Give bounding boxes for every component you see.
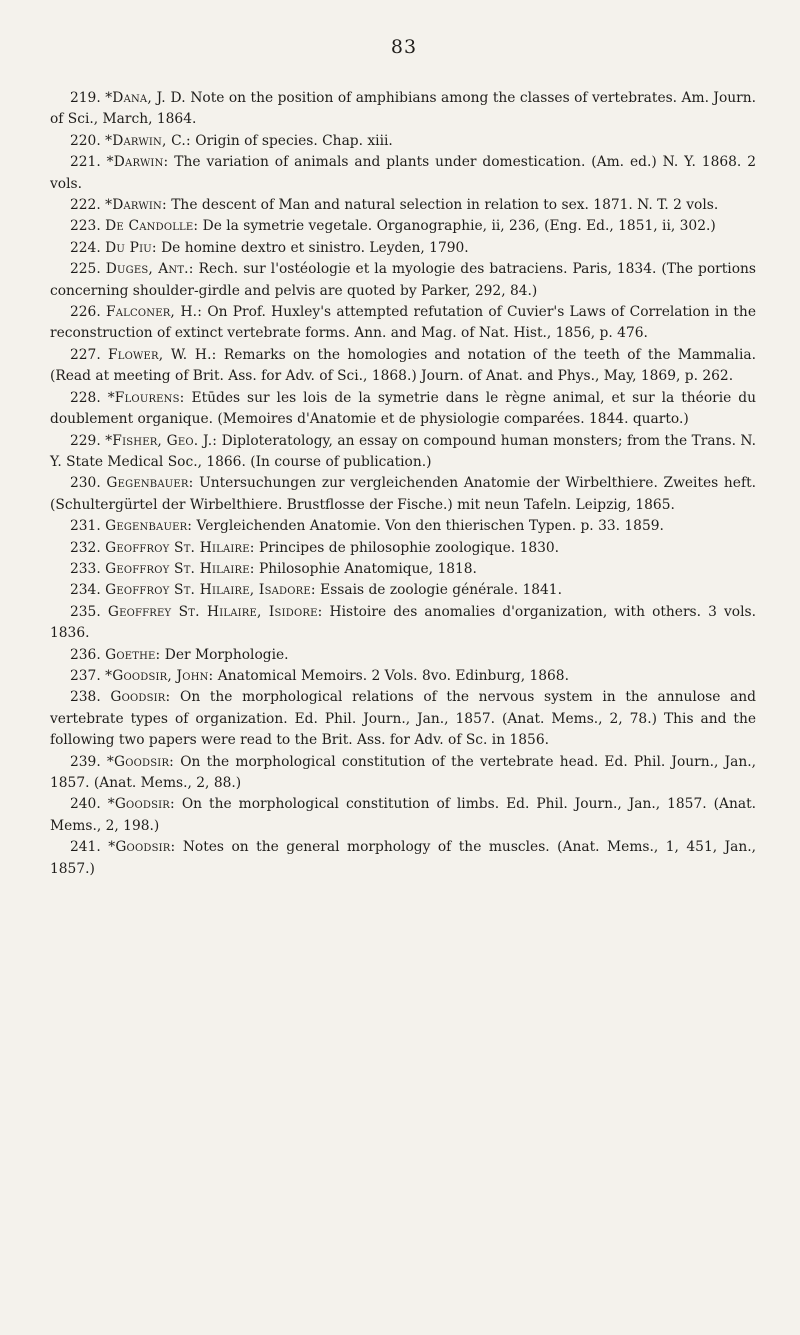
entry-author: Goodsir: <box>110 689 171 706</box>
bibliography-entry <box>50 752 756 795</box>
entry-text: Note on the position of amphibians among the classes of vertebrates. Am. Journ. of Sci., March, 1864. <box>50 90 757 128</box>
entry-number: 226. <box>70 304 101 321</box>
bibliography-entry <box>50 259 756 302</box>
entry-number: 229. <box>70 432 101 449</box>
entry-number: 222. <box>70 197 101 214</box>
entry-author: Geoffroy St. Hilaire, Isadore: <box>105 582 316 599</box>
entry-author: *Darwin: <box>105 197 167 214</box>
entry-author: Gegenbauer: <box>105 518 193 535</box>
entry-number: 237. <box>70 667 101 684</box>
entry-author: *Darwin: <box>106 154 169 171</box>
entry-text: Essais de zoologie générale. 1841. <box>315 582 562 599</box>
bibliography-entry <box>50 88 756 131</box>
entry-text: On the morphological relations of the nervous system in the annulose and vertebrate types of organization. Ed. Phil. Journ., Jan., 1857. (Anat. Mems., 2, 78.) This and the following two papers were read to the Brit. Ass. for Adv. of Sc. in 1856. <box>50 689 756 749</box>
entry-author: *Dana, J. D. <box>105 90 186 106</box>
entry-text: Principes de philosophie zoologique. 1830. <box>254 539 560 556</box>
bibliography-entry <box>50 238 756 259</box>
entry-number: 238. <box>70 689 101 706</box>
entry-number: 236. <box>70 646 101 663</box>
entry-author: *Goodsir: <box>107 796 175 813</box>
entry-author: *Fisher, Geo. J.: <box>105 432 218 449</box>
entry-number: 231. <box>70 518 101 535</box>
entry-text: Anatomical Memoirs. 2 Vols. 8vo. Edinburg, 1868. <box>213 667 569 684</box>
entry-number: 219. <box>70 90 101 106</box>
entry-author: De Candolle: <box>105 218 199 235</box>
entry-text: The descent of Man and natural selection in relation to sex. 1871. N. T. 2 vols. <box>166 197 719 214</box>
entry-number: 225. <box>70 261 101 278</box>
entry-text: On the morphological constitution of limbs. Ed. Phil. Journ., Jan., 1857. (Anat. Mems., 2, 198.) <box>50 796 756 834</box>
entry-text: Der Morphologie. <box>160 646 289 663</box>
entry-author: Geoffroy St. Hilaire: <box>105 560 255 577</box>
entry-author: Falconer, H.: <box>105 304 203 321</box>
bibliography-entry <box>50 195 756 216</box>
page-number: 83 <box>390 36 418 58</box>
bibliography-list <box>50 88 756 880</box>
entry-number: 227. <box>70 346 101 363</box>
entry-text: Vergleichenden Anatomie. Von den thierischen Typen. p. 33. 1859. <box>192 518 664 535</box>
entry-number: 221. <box>70 154 101 171</box>
entry-number: 239. <box>70 753 101 770</box>
entry-author: Duges, Ant.: <box>105 261 194 278</box>
entry-number: 234. <box>70 582 101 599</box>
entry-text: Philosophie Anatomique, 1818. <box>254 560 477 577</box>
bibliography-entry <box>50 388 756 431</box>
entry-number: 220. <box>70 132 101 149</box>
bibliography-entry <box>50 152 756 195</box>
entry-number: 224. <box>70 239 101 256</box>
bibliography-entry <box>50 345 756 388</box>
entry-author: *Flourens: <box>107 389 185 406</box>
entry-author: Goethe: <box>105 646 161 663</box>
entry-number: 232. <box>70 539 101 556</box>
bibliography-entry <box>50 216 756 237</box>
entry-text: On the morphological constitution of the vertebrate head. Ed. Phil. Journ., Jan., 1857. (Anat. Mems., 2, 88.) <box>50 753 757 791</box>
entry-author: Geoffrey St. Hilaire, Isidore: <box>107 603 323 620</box>
entry-author: *Goodsir, John: <box>105 667 214 684</box>
entry-number: 235. <box>70 603 101 620</box>
bibliography-entry <box>50 794 756 837</box>
bibliography-entry <box>50 473 756 516</box>
entry-number: 223. <box>70 218 101 235</box>
entry-text: Notes on the general morphology of the muscles. (Anat. Mems., 1, 451, Jan., 1857.) <box>50 839 757 877</box>
entry-author: Gegenbauer: <box>106 475 194 492</box>
entry-author: *Goodsir: <box>106 753 175 770</box>
entry-text: Histoire des anomalies d'organization, with others. 3 vols. 1836. <box>50 603 756 642</box>
entry-text: De homine dextro et sinistro. Leyden, 1790. <box>156 239 469 256</box>
bibliography-entry <box>50 131 756 152</box>
entry-text: Untersuchungen zur vergleichenden Anatomie der Wirbelthiere. Zweites heft. (Schultergürtel der Wirbelthiere. Brustflosse der Fische.) mit neun Tafeln. Leipzig, 1865. <box>50 475 756 513</box>
bibliography-entry <box>50 602 756 645</box>
entry-author: *Goodsir: <box>108 839 176 856</box>
bibliography-entry <box>50 580 756 601</box>
entry-text: On Prof. Huxley's attempted refutation of Cuvier's Laws of Correlation in the reconstruction of extinct vertebrate forms. Ann. and Mag. of Nat. Hist., 1856, p. 476. <box>50 304 756 342</box>
entry-number: 228. <box>70 389 101 406</box>
entry-author: *Darwin, C.: <box>105 132 191 149</box>
entry-number: 241. <box>70 839 101 856</box>
bibliography-entry <box>50 837 756 880</box>
entry-number: 240. <box>70 796 101 813</box>
bibliography-entry <box>50 666 756 687</box>
bibliography-entry <box>50 431 756 474</box>
bibliography-entry <box>50 645 756 666</box>
entry-number: 233. <box>70 560 101 577</box>
bibliography-entry <box>50 538 756 559</box>
entry-author: Geoffroy St. Hilaire: <box>105 539 255 556</box>
bibliography-entry <box>50 687 756 751</box>
entry-author: Flower, W. H.: <box>108 346 217 363</box>
bibliography-entry <box>50 302 756 345</box>
entry-text: Origin of species. Chap. xiii. <box>190 132 393 149</box>
entry-text: Remarks on the homologies and notation of the teeth of the Mammalia. (Read at meeting of Brit. Ass. for Adv. of Sci., 1868.) Journ. of Anat. and Phys., May, 1869, p. 262. <box>50 346 756 385</box>
entry-text: Diploteratology, an essay on compound human monsters; from the Trans. N. Y. State Medical Soc., 1866. (In course of publication.) <box>50 432 757 470</box>
entry-text: Rech. sur l'ostéologie et la myologie des batraciens. Paris, 1834. (The portions concerning shoulder-girdle and pelvis are quoted by Parker, 292, 84.) <box>50 261 756 299</box>
entry-number: 230. <box>70 475 101 492</box>
bibliography-entry <box>50 516 756 537</box>
bibliography-entry <box>50 559 756 580</box>
entry-text: The variation of animals and plants under domestication. (Am. ed.) N. Y. 1868. 2 vols. <box>50 154 756 192</box>
entry-author: Du Piu: <box>105 239 157 256</box>
entry-text: Etūdes sur les lois de la symetrie dans le règne animal, et sur la théorie du doublement organique. (Memoires d'Anatomie et de physiologie comparées. 1844. quarto.) <box>50 389 756 428</box>
entry-text: De la symetrie vegetale. Organographie, ii, 236, (Eng. Ed., 1851, ii, 302.) <box>198 218 716 235</box>
